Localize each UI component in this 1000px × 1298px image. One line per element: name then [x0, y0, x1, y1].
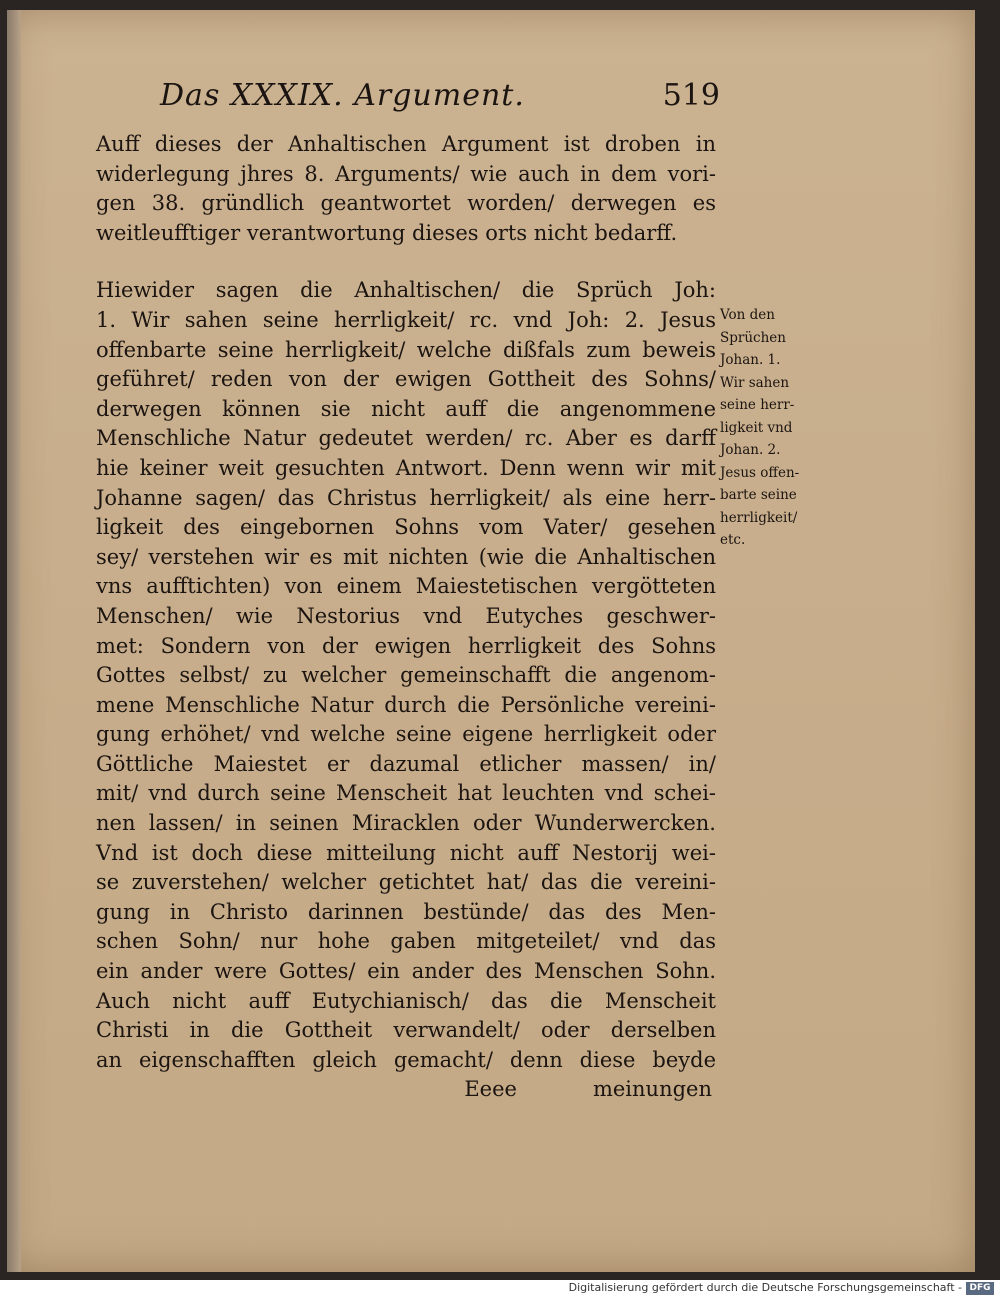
text-line: Gottes selbst/ zu welcher gemeinschafft die angenom-: [96, 663, 716, 688]
text-line: Menschliche Natur gedeutet werden/ rc. Aber es darff: [96, 426, 716, 451]
paragraph-gap: [96, 248, 716, 276]
text-line: Auch nicht auff Eutychianisch/ das die Menscheit: [96, 988, 716, 1013]
marginal-line: herrligkeit/: [720, 509, 798, 526]
running-head-title: Das XXXIX. Argument.: [160, 78, 525, 113]
text-line: gen 38. gründlich geantwortet worden/ derwegen es: [96, 191, 716, 216]
text-line: 1. Wir sahen seine herrligkeit/ rc. vnd Joh: 2. Jesus: [96, 307, 716, 332]
text-line: met: Sondern von der ewigen herrligkeit des Sohns: [96, 633, 716, 658]
running-head: [160, 78, 720, 113]
text-line: nen lassen/ in seinen Miracklen oder Wunderwercken.: [96, 811, 716, 836]
text-line: mene Menschliche Natur durch die Persönliche vereini-: [96, 692, 716, 717]
catchword: meinungen: [592, 1077, 712, 1102]
text-line: Hiewider sagen die Anhaltischen/ die Sprüch Joh:: [96, 278, 716, 303]
text-line: schen Sohn/ nur hohe gaben mitgeteilet/ vnd das: [96, 929, 716, 954]
text-line: gung erhöhet/ vnd welche seine eigene herrligkeit oder: [96, 722, 716, 747]
text-line: gung in Christo darinnen bestünde/ das des Men-: [96, 899, 716, 924]
marginal-line: seine herr-: [720, 397, 795, 413]
signature-mark: Eeee: [464, 1077, 517, 1102]
text-line: widerlegung jhres 8. Arguments/ wie auch in dem vori-: [96, 161, 716, 186]
dfg-logo-icon: DFG: [966, 1282, 994, 1295]
page-binding-edge: [7, 10, 21, 1272]
text-line: geführet/ reden von der ewigen Gottheit des Sohns/: [96, 367, 716, 392]
text-line: vns aufftichten) von einem Maiestetischen vergötteten: [96, 574, 716, 599]
paragraph-2: [96, 276, 716, 1075]
text-line: Christi in die Gottheit verwandelt/ oder derselben: [96, 1018, 716, 1043]
text-line: derwegen können sie nicht auff die angenommene: [96, 396, 716, 421]
funding-credit: Digitalisierung gefördert durch die Deutsche Forschungsgemeinschaft -: [568, 1281, 962, 1294]
text-line: ligkeit des eingebornen Sohns vom Vater/ gesehen: [96, 515, 716, 540]
text-line: offenbarte seine herrligkeit/ welche dißfals zum beweis: [96, 337, 716, 362]
catch-line: [96, 1075, 716, 1105]
paragraph-1: [96, 130, 716, 248]
text-line: Vnd ist doch diese mitteilung nicht auff Nestorij wei-: [96, 840, 716, 865]
marginal-line: Jesus offen-: [720, 464, 800, 481]
marginal-line: Wir sahen: [720, 374, 790, 391]
text-line: Menschen/ wie Nestorius vnd Eutyches geschwer-: [96, 603, 716, 628]
marginal-line: ligkeit vnd: [720, 419, 793, 436]
marginal-line: Johan. 2.: [720, 442, 781, 458]
marginal-line: etc.: [720, 532, 746, 548]
main-text-block: [96, 130, 716, 1105]
marginal-line: barte seine: [720, 487, 797, 503]
text-line: mit/ vnd durch seine Menscheit hat leuchten vnd schei-: [96, 781, 716, 806]
marginal-line: Sprüchen: [720, 329, 786, 346]
text-line: Göttliche Maiestet er dazumal etlicher massen/ in/: [96, 751, 716, 776]
digitization-footer: [0, 1280, 1000, 1298]
marginal-line: Johan. 1.: [720, 352, 781, 368]
marginal-line: Von den: [720, 307, 775, 323]
marginal-note: [720, 304, 830, 552]
text-line: weitleufftiger verantwortung dieses orts nicht bedarff.: [96, 220, 678, 245]
page-number: 519: [662, 78, 720, 113]
text-line: hie keiner weit gesuchten Antwort. Denn wenn wir mit: [96, 455, 716, 480]
text-line: se zuverstehen/ welcher getichtet hat/ das die vereini-: [96, 870, 716, 895]
text-line: ein ander were Gottes/ ein ander des Menschen Sohn.: [96, 959, 716, 984]
text-line: Johanne sagen/ das Christus herrligkeit/ als eine herr-: [96, 485, 716, 510]
text-line: an eigenschafften gleich gemacht/ denn diese beyde: [96, 1047, 716, 1072]
text-line: Auff dieses der Anhaltischen Argument ist droben in: [96, 132, 716, 156]
text-line: sey/ verstehen wir es mit nichten (wie die Anhaltischen: [96, 544, 716, 569]
